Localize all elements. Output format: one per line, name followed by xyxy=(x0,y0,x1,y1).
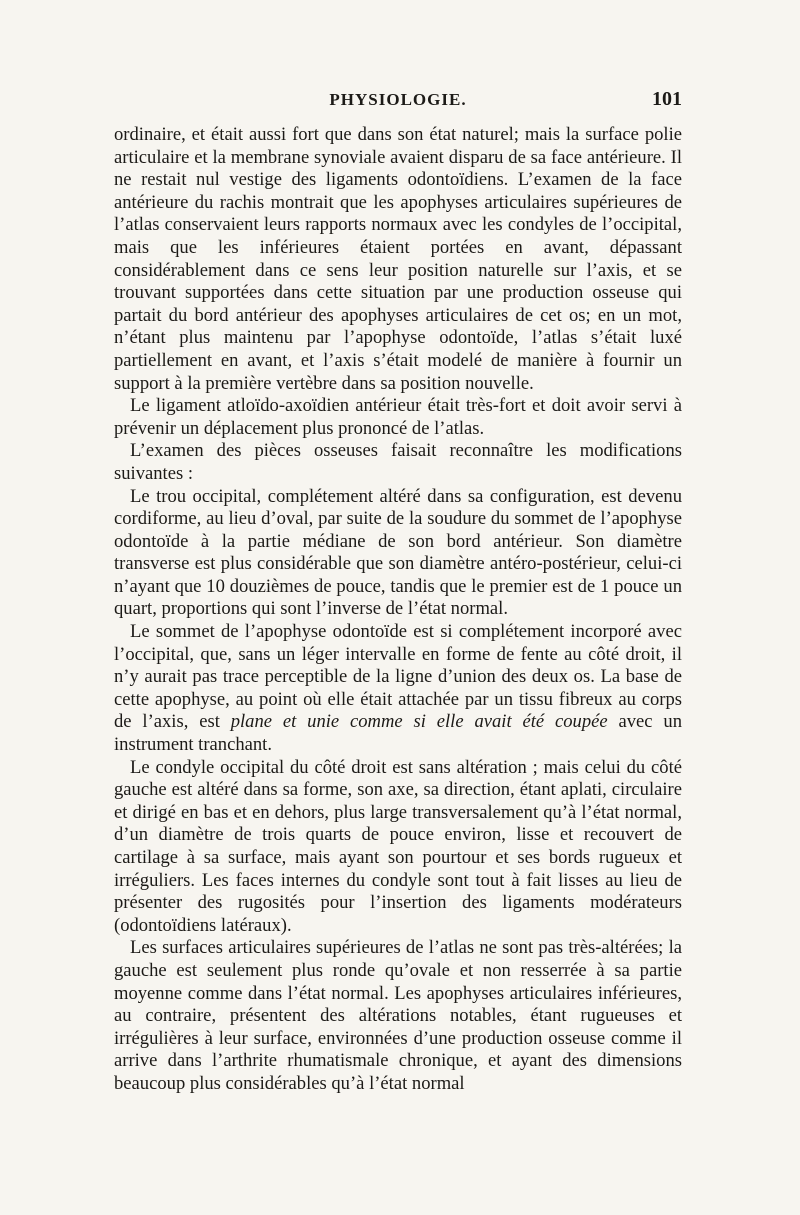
paragraph-3: L’examen des pièces osseuses faisait reconnaître les modifications suivantes : xyxy=(114,440,682,484)
paragraph-5 xyxy=(114,621,682,757)
paragraph-6: Le condyle occipital du côté droit est sans altération ; mais celui du côté gauche est altéré dans sa forme, son axe, sa direction, étant aplati, circulaire et dirigé en bas et en dehors, plus large transversalement qu’à l’état normal, d’un diamètre de trois quarts de pouce environ, lisse et recouvert de cartilage à sa surface, mais ayant son pourtour et ses bords rugueux et irréguliers. Les faces internes du condyle sont tout à fait lisses au lieu de présenter des rugosités pour l’insertion des ligaments modérateurs (odontoïdiens latéraux). xyxy=(114,756,682,936)
paragraph-1: ordinaire, et était aussi fort que dans son état naturel; mais la surface polie articulaire et la membrane synoviale avaient disparu de sa face antérieure. Il ne restait nul vestige des ligaments odontoïdiens. L’examen de la face antérieure du rachis montrait que les apophyses articulaires supérieures de l’atlas conservaient leurs rapports normaux avec les condyles de l’occipital, mais que les inférieures étaient portées en avant, dépassant considérablement dans ce sens leur position naturelle sur l’axis, et se trouvant supportées dans cette situation par une production osseuse qui partait du bord antérieur des apophyses articulaires de cet os; en un mot, n’étant plus maintenu par l’apophyse odontoïde, l’atlas s’était luxé partiellement en avant, et l’axis s’était modelé de manière à fournir un support à la première vertèbre dans sa position nouvelle. xyxy=(114,124,682,394)
body-text xyxy=(114,124,682,1096)
page-number: 101 xyxy=(652,88,682,110)
running-title: PHYSIOLOGIE. xyxy=(329,90,467,109)
paragraph-5-text-before: Le sommet de l’apophyse odontoïde est si complétement incorporé avec l’occipital, que, sans un léger intervalle en forme de fente au côté droit, il n’y aurait pas trace perceptible de la ligne d’union des deux os. La base de cette apophyse, au point où elle était attachée par un tissu fibreux au corps de l’axis, est xyxy=(114,621,682,733)
paragraph-2: Le ligament atloïdo-axoïdien antérieur était très-fort et doit avoir servi à prévenir un déplacement plus prononcé de l’atlas. xyxy=(114,395,682,439)
page-header xyxy=(114,90,682,116)
paragraph-5-text-after: avec un instrument tranchant. xyxy=(114,711,683,756)
paragraph-7: Les surfaces articulaires supérieures de l’atlas ne sont pas très-altérées; la gauche est seulement plus ronde qu’ovale et non resserrée à sa partie moyenne comme dans l’état normal. Les apophyses articulaires inférieures, au contraire, présentent des altérations notables, étant rugueuses et irrégulières à leur surface, environnées d’une production osseuse comme il arrive dans l’arthrite rhumatismale chronique, et ayant des dimensions beaucoup plus considérables qu’à l’état normal xyxy=(114,937,682,1094)
paragraph-5-italic-text: plane et unie comme si elle avait été coupée xyxy=(230,711,608,733)
paragraph-4: Le trou occipital, complétement altéré dans sa configuration, est devenu cordiforme, au lieu d’oval, par suite de la soudure du sommet de l’apophyse odontoïde à la partie médiane de son bord antérieur. Son diamètre transverse est plus considérable que son diamètre antéro-postérieur, celui-ci n’ayant que 10 douzièmes de pouce, tandis que le premier est de 1 pouce un quart, proportions qui sont l’inverse de l’état normal. xyxy=(114,485,682,620)
